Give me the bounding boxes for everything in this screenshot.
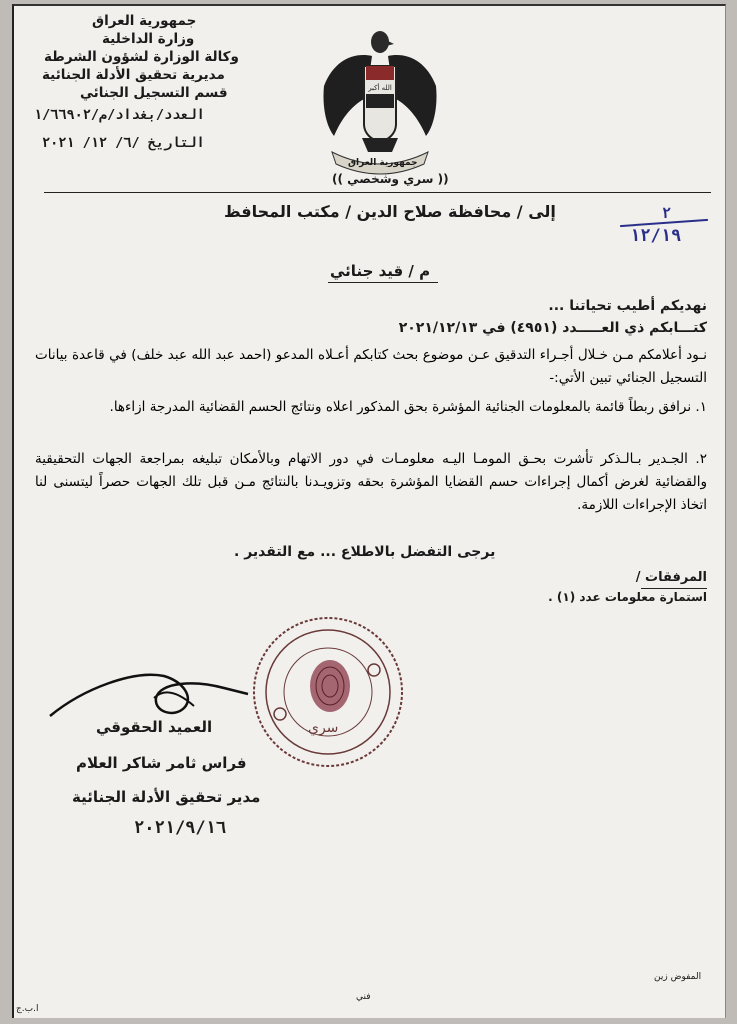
paragraph-1: نـود أعلامكم مـن خـلال أجـراء التدقيق عـن موضوع بحث كتابكم أعـلاه المدعو (احمد عبد الله عبد خلف) في قاعدة بيانات التسجيل الجنائي تبين الأتي:- [35,347,707,386]
official-stamp [250,614,406,770]
subject-line: م / قيد جنائي [330,262,431,280]
item-1: ١. نرافق ربطاً قائمة بالمعلومات الجنائية المؤشرة بحق المذكور اعلاه ونتائج الحسم القضائية المدرجة ازاءها. [109,399,707,415]
header-line-ministry: وزارة الداخلية [102,31,195,47]
eagle-icon [314,26,444,176]
signatory-title: مدير تحقيق الأدلة الجنائية [72,788,261,806]
greeting: نهديكم أطيب تحياتنا ... [548,298,707,314]
header-ref-number: العدد/بغداد/م/١/٦٦٩٠٢ [34,107,205,123]
addressee-line: إلى / محافظة صلاح الدين / مكتب المحافظ [224,202,556,221]
item-2: ٢. الجـدير بـالـذكر تأشرت بحـق المومـا اليـه معلومـات في دور الاتهام وبالأمكان تبليغه بمراجعة الجهات التحقيقية والقضائية لغرض أكمال إجراءات حسم القضايا المؤشرة بحقه وتزويـدنا بالنتائج مـن قبل تلك الجهات حصراً ليتسنى لنا اتخاذ الإجراءات اللازمة. [35,451,707,513]
subject-underline [328,282,438,283]
svg-text:الله أكبر: الله أكبر [368,84,392,92]
footer-center-note: فني [356,992,371,1002]
document-page [12,4,726,1018]
header-line-directorate: مديرية تحقيق الأدلة الجنائية [42,67,225,83]
iraq-emblem [314,26,444,176]
signatory-rank: العميد الحقوقي [96,718,213,736]
handwritten-note-top: ٢ [662,204,672,222]
emblem-caption: جمهورية العراق [348,158,418,168]
header-line-section: قسم التسجيل الجنائي [80,85,228,101]
header-line-country: جمهورية العراق [92,13,197,29]
attachments-underline [641,588,707,589]
header-date: التاريخ /٦/ ١٢/ ٢٠٢١ [42,135,205,151]
footer-left-note: ا.ب.ج [16,1004,39,1014]
footer-right-note: المفوض زين [654,972,702,982]
signature-date: ٢٠٢١/٩/١٦ [134,818,227,838]
attachment-item: استمارة معلومات عدد (١) . [548,590,707,604]
signatory-name: فراس ثامر شاكر العلام [76,754,247,772]
handwritten-note-bottom: ١٢/١٩ [630,226,682,246]
header-line-agency: وكالة الوزارة لشؤون الشرطة [44,49,239,65]
attachments-label: المرفقات / [635,570,707,585]
stamp-seal-icon [250,614,406,770]
header-divider [44,192,711,193]
closing-line: يرجى التفضل بالاطلاع ... مع التقدير . [234,544,496,560]
stamp-label: سري [308,720,339,736]
classification-label: (( سري وشخصي )) [332,172,449,186]
reference-line: كتـــابكم ذي العـــــدد (٤٩٥١) في ٢٠٢١/١٢/١٣ [398,320,707,336]
